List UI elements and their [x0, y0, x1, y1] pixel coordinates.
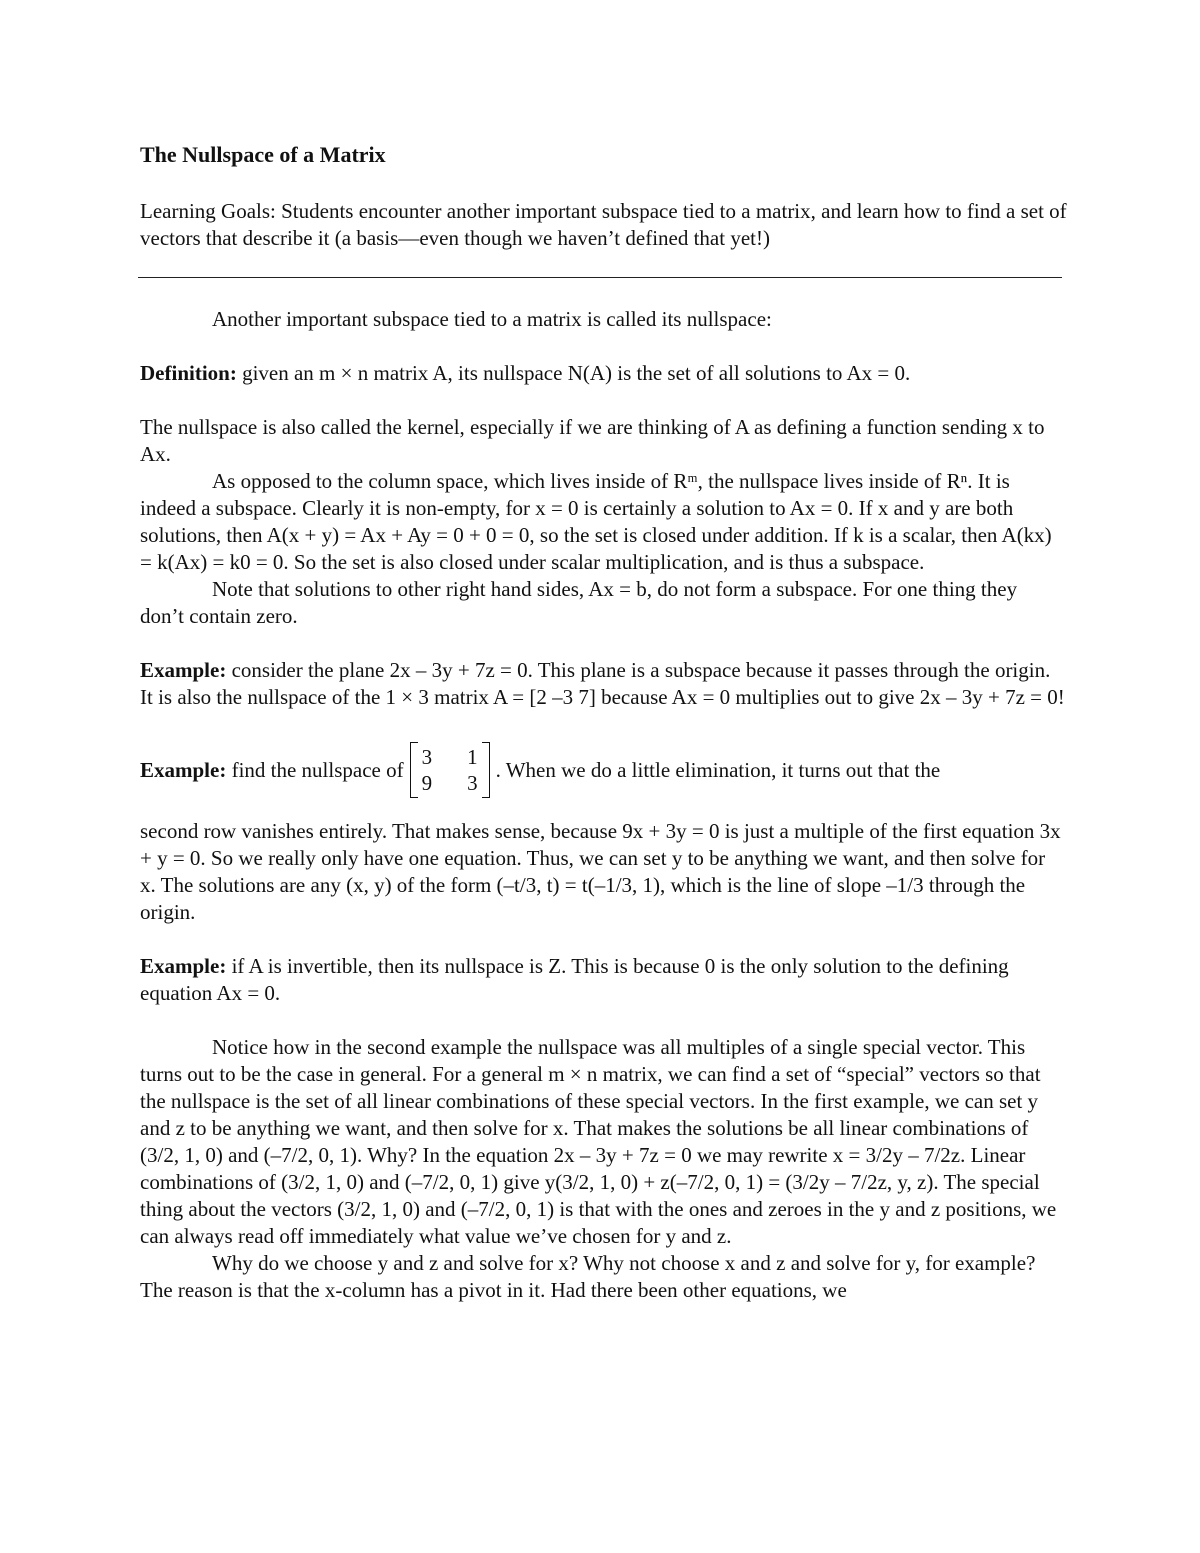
matrix-row	[422, 770, 478, 796]
example1-text: consider the plane 2x – 3y + 7z = 0. This plane is a subspace because it passes through the origin. It is also the nullspace of the 1 × 3 matrix A = [2 –3 7] because Ax = 0 multiplies out to give 2x – 3y + 7z = 0!	[140, 658, 1065, 709]
example1-paragraph	[140, 657, 1065, 711]
definition-text: given an m × n matrix A, its nullspace N(A) is the set of all solutions to Ax = 0.	[242, 361, 911, 385]
definition-paragraph	[140, 360, 1065, 387]
learning-goals: Learning Goals: Students encounter another important subspace tied to a matrix, and learn how to find a set of vectors that describe it (a basis—even though we haven’t defined that yet!)	[140, 199, 1067, 250]
matrix-cell: 3	[467, 771, 478, 795]
kernel-paragraph: The nullspace is also called the kernel, especially if we are thinking of A as defining a function sending x to Ax.	[140, 415, 1045, 466]
matrix-cell: 1	[467, 745, 478, 769]
example2-matrix-line	[140, 738, 1065, 802]
rhs-paragraph: Note that solutions to other right hand sides, Ax = b, do not form a subspace. For one thing they don’t contain zero.	[140, 577, 1018, 628]
example2-lead: find the nullspace of	[231, 757, 404, 782]
example2-continued: second row vanishes entirely. That makes sense, because 9x + 3y = 0 is just a multiple of the first equation 3x + y = 0. So we really only have one equation. Thus, we can set y to be anything we want, and then solve for x. The solutions are any (x, y) of the form (–t/3, t) = t(–1/3, 1), which is the line of slope –1/3 through the origin.	[140, 819, 1061, 924]
why-paragraph: Why do we choose y and z and solve for x? Why not choose x and z and solve for y, for example? The reason is that the x-column has a pivot in it. Had there been other equations, we	[140, 1251, 1036, 1302]
example3-text: if A is invertible, then its nullspace is Z. This is because 0 is the only solution to the defining equation Ax = 0.	[140, 954, 1009, 1005]
example2-after: . When we do a little elimination, it turns out that the	[495, 757, 941, 782]
matrix-cell: 9	[421, 771, 433, 795]
document-body	[140, 306, 1065, 1304]
notice-paragraph: Notice how in the second example the nullspace was all multiples of a single special vector. This turns out to be the case in general. For a general m × n matrix, we can find a set of “special” vectors so that the nullspace is the set of all linear combinations of these special vectors. In the first example, we can set y and z to be anything we want, and then solve for x. That makes the solutions be all linear combinations of (3/2, 1, 0) and (–7/2, 0, 1). Why? In the equation 2x – 3y + 7z = 0 we may rewrite x = 3/2y – 7/2z. Linear combinations of (3/2, 1, 0) and (–7/2, 0, 1) give y(3/2, 1, 0) + z(–7/2, 0, 1) = (3/2y – 7/2z, y, z). The special thing about the vectors (3/2, 1, 0) and (–7/2, 0, 1) is that with the ones and zeroes in the y and z positions, we can always read off immediately what value we’ve chosen for y and z.	[140, 1035, 1057, 1248]
example3-paragraph	[140, 953, 1065, 1007]
subspace-paragraph: As opposed to the column space, which lives inside of Rᵐ, the nullspace lives inside of Rⁿ. It is indeed a subspace. Clearly it is non-empty, for x = 0 is certainly a solution to Ax = 0. If x and y are both solutions, then A(x + y) = Ax + Ay = 0 + 0 = 0, so the set is closed under addition. If k is a scalar, then A(kx) = k(Ax) = k0 = 0. So the set is also closed under scalar multiplication, and is thus a subspace.	[140, 469, 1052, 574]
example1-label: Example:	[140, 658, 227, 682]
intro-paragraph: Another important subspace tied to a matrix is called its nullspace:	[212, 307, 772, 331]
example2-label: Example:	[140, 757, 227, 782]
matrix-2x2	[410, 742, 490, 798]
matrix-row	[422, 744, 478, 770]
definition-label: Definition:	[140, 361, 237, 385]
horizontal-rule	[138, 277, 1062, 278]
matrix-cell: 3	[421, 745, 433, 769]
example3-label: Example:	[140, 954, 227, 978]
page-title: The Nullspace of a Matrix	[140, 142, 386, 167]
